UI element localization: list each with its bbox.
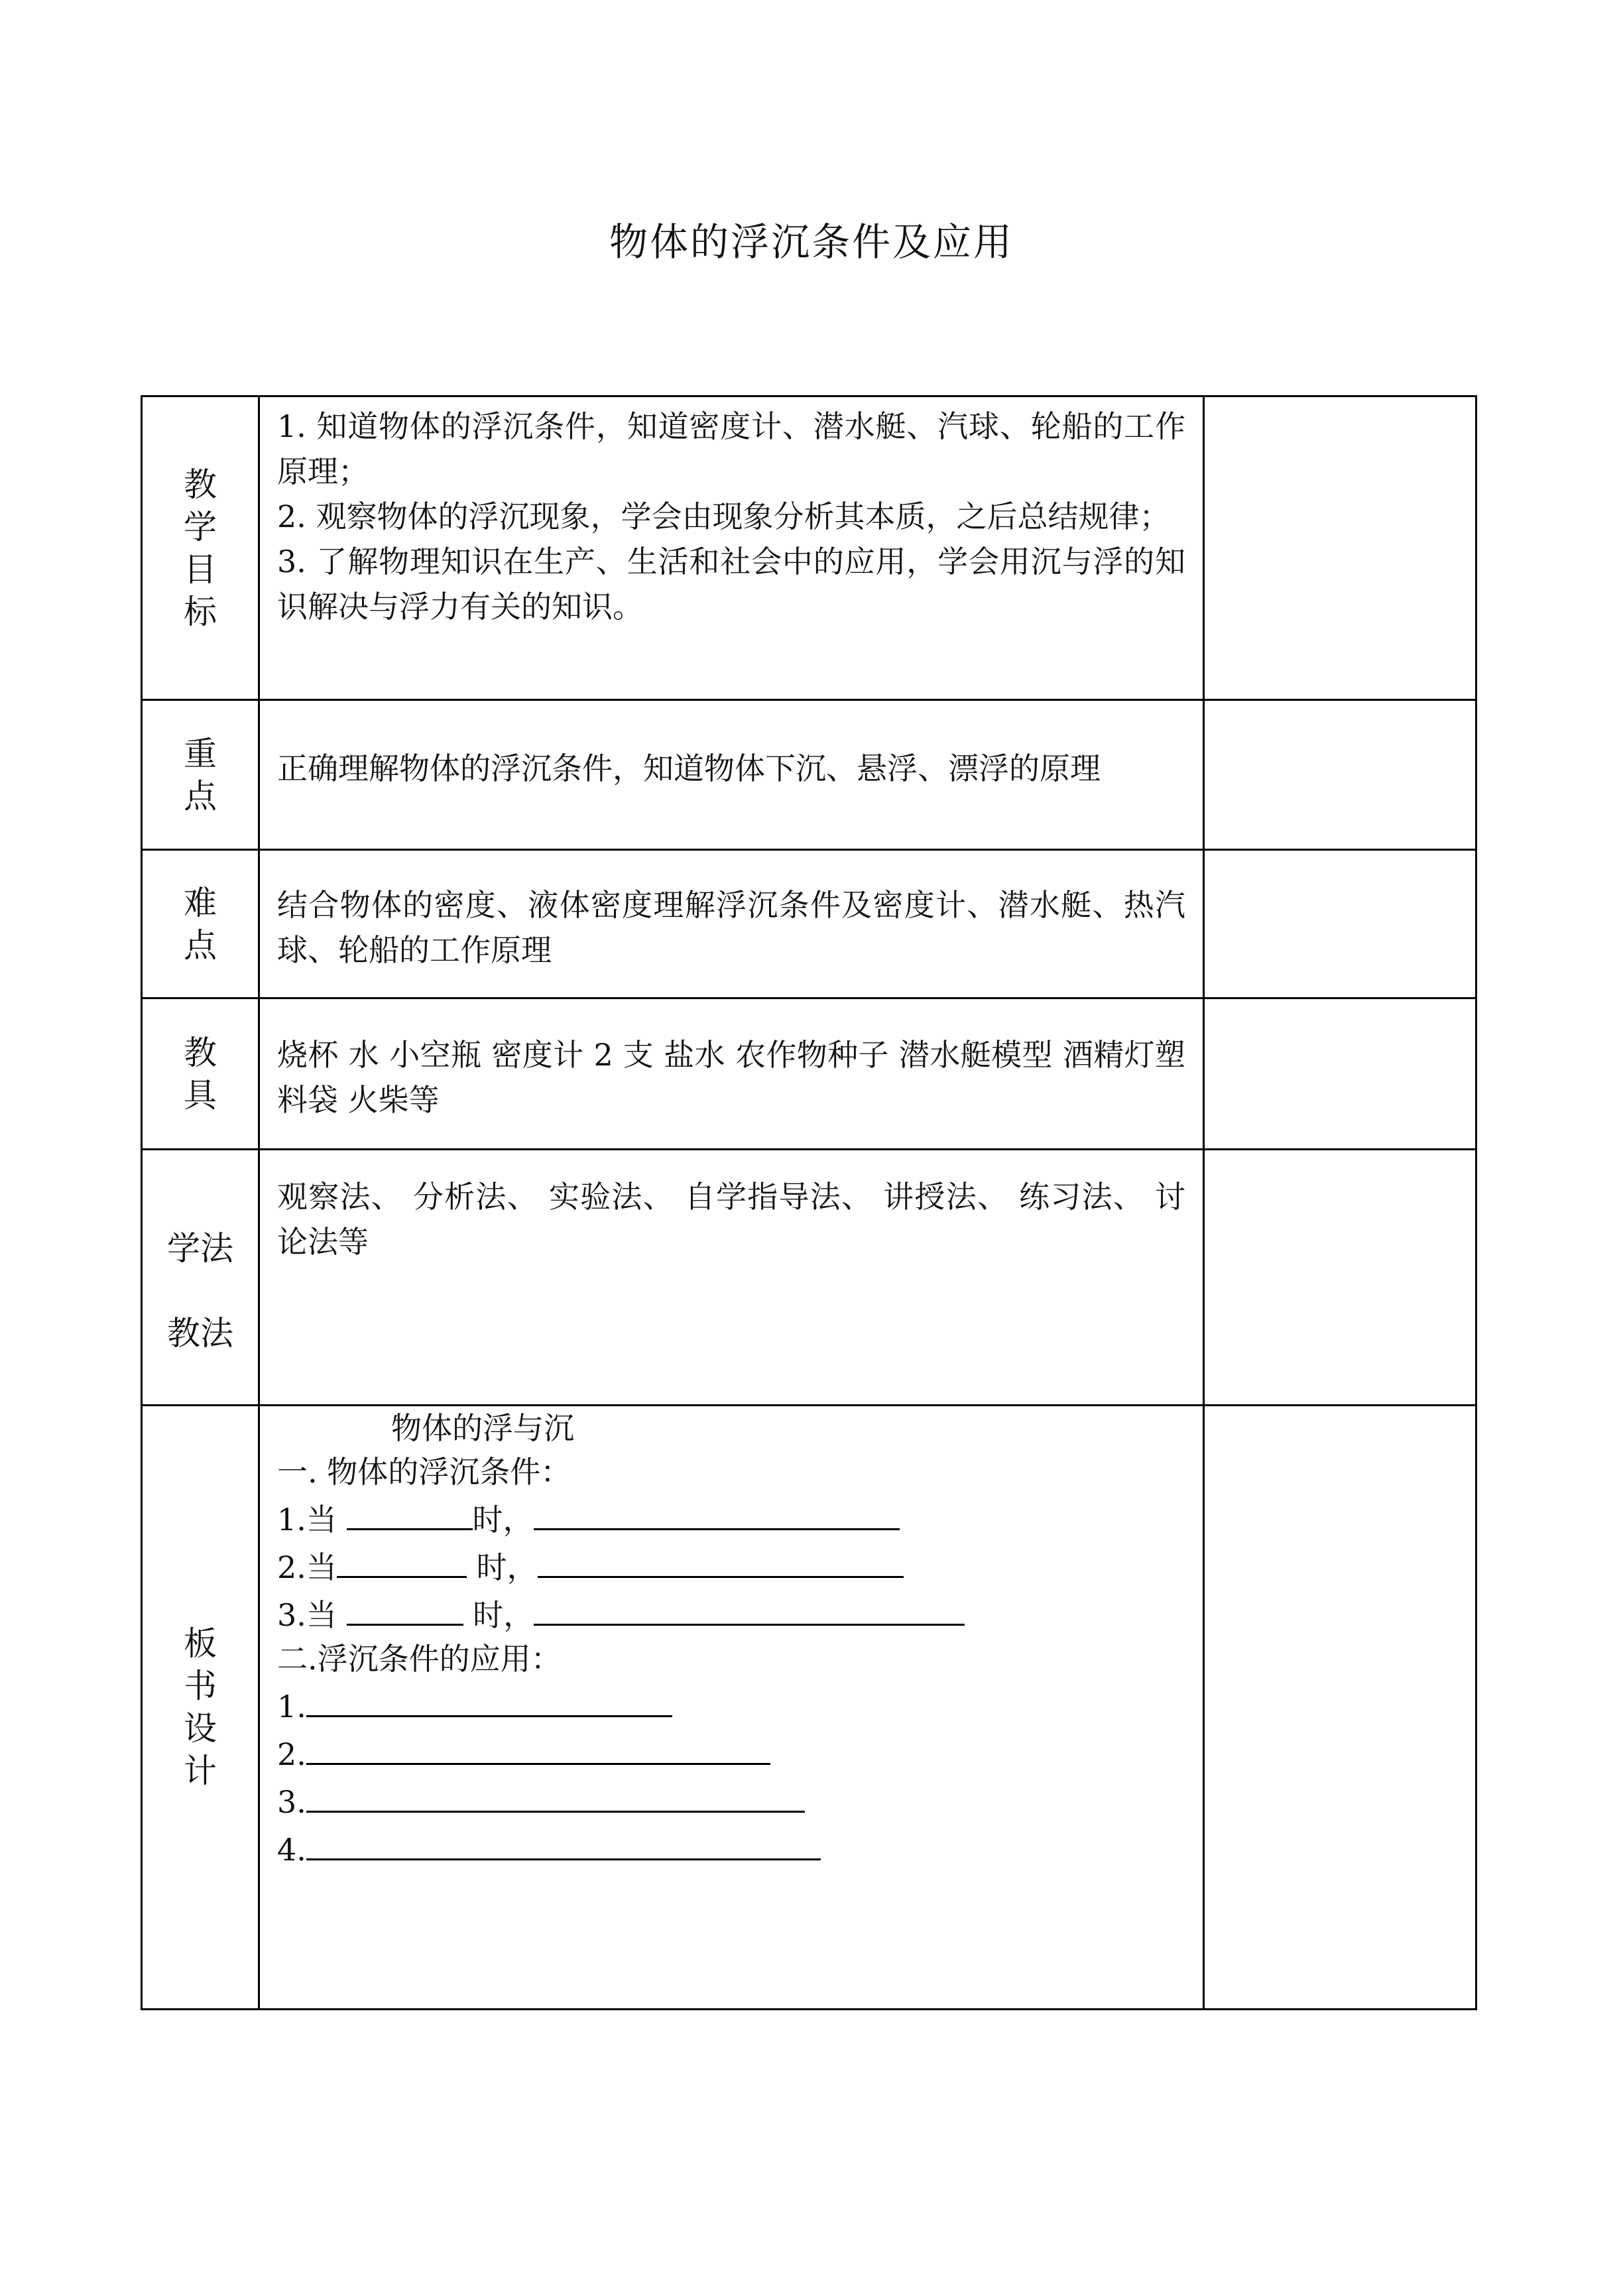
board-heading: 物体的浮与沉	[391, 1410, 574, 1446]
key-point-text: 正确理解物体的浮沉条件，知道物体下沉、悬浮、漂浮的原理	[277, 750, 1101, 786]
condition-prefix: 1.当	[277, 1502, 337, 1538]
vertical-label-text: 教学目标	[184, 465, 217, 631]
key-point-label	[142, 700, 259, 850]
blank-line	[538, 1541, 904, 1578]
table-row	[142, 700, 1476, 850]
application-line	[277, 1728, 1185, 1776]
vertical-label-text: 教具	[184, 1033, 217, 1115]
condition-line	[277, 1589, 1185, 1637]
blank-line	[306, 1681, 672, 1717]
objectives-content	[259, 396, 1204, 700]
objective-item: 3. 了解物理知识在生产、生活和社会中的应用，学会用沉与浮的知识解决与浮力有关的知识。	[277, 544, 1185, 625]
blank-line	[347, 1589, 463, 1626]
blank-line	[337, 1541, 467, 1578]
difficulty-label	[142, 850, 259, 998]
difficulty-text: 结合物体的密度、液体密度理解浮沉条件及密度计、潜水艇、热汽球、轮船的工作原理	[277, 886, 1185, 968]
tools-text: 烧杯 水 小空瓶 密度计 2 支 盐水 农作物种子 潜水艇模型 酒精灯塑料袋 火柴等	[277, 1036, 1185, 1118]
notes-cell	[1204, 1406, 1476, 2010]
application-line	[277, 1681, 1185, 1728]
notes-cell	[1204, 1150, 1476, 1406]
objective-item: 1. 知道物体的浮沉条件，知道密度计、潜水艇、汽球、轮船的工作原理；	[277, 408, 1185, 489]
methods-label-line2: 教法	[167, 1313, 233, 1353]
application-prefix: 2.	[277, 1736, 306, 1772]
vertical-label-text: 难点	[184, 883, 217, 965]
condition-mid: 时，	[463, 1597, 534, 1633]
notes-cell	[1204, 998, 1476, 1150]
condition-line	[277, 1541, 1185, 1589]
lesson-plan-table	[141, 395, 1477, 2010]
methods-content	[259, 1150, 1204, 1406]
notes-cell	[1204, 850, 1476, 998]
application-line	[277, 1824, 1185, 1872]
board-label	[142, 1406, 259, 2010]
objective-item: 2. 观察物体的浮沉现象，学会由现象分析其本质，之后总结规律；	[277, 499, 1170, 534]
table-row	[142, 998, 1476, 1150]
page-title: 物体的浮沉条件及应用	[609, 219, 1014, 265]
blank-line	[534, 1494, 900, 1530]
table-row	[142, 850, 1476, 998]
tools-label	[142, 998, 259, 1150]
vertical-label-text: 板书设计	[184, 1624, 217, 1790]
table-row	[142, 396, 1476, 700]
condition-mid: 时，	[472, 1502, 534, 1538]
application-line	[277, 1776, 1185, 1824]
notes-cell	[1204, 396, 1476, 700]
board-section-2: 二.浮沉条件的应用：	[277, 1641, 562, 1677]
blank-line	[347, 1494, 473, 1530]
blank-line	[534, 1589, 965, 1626]
board-design-content	[259, 1406, 1204, 2010]
blank-line	[306, 1776, 805, 1813]
difficulty-content	[259, 850, 1204, 998]
blank-line	[306, 1728, 770, 1765]
table-row	[142, 1150, 1476, 1406]
methods-text: 观察法、 分析法、 实验法、 自学指导法、 讲授法、 练习法、 讨论法等	[277, 1179, 1185, 1260]
condition-prefix: 3.当	[277, 1597, 337, 1633]
application-prefix: 3.	[277, 1784, 306, 1820]
application-prefix: 1.	[277, 1689, 306, 1724]
condition-mid: 时，	[466, 1549, 538, 1585]
table-row	[142, 1406, 1476, 2010]
condition-line	[277, 1494, 1185, 1541]
key-point-content	[259, 700, 1204, 850]
tools-content	[259, 998, 1204, 1150]
notes-cell	[1204, 700, 1476, 850]
application-prefix: 4.	[277, 1832, 306, 1868]
methods-label-line1: 学法	[167, 1229, 233, 1268]
board-section-1: 一. 物体的浮沉条件：	[277, 1454, 571, 1490]
objectives-label	[142, 396, 259, 700]
blank-line	[306, 1824, 821, 1860]
condition-prefix: 2.当	[277, 1549, 337, 1585]
vertical-label-text: 重点	[184, 734, 217, 816]
methods-label	[142, 1150, 259, 1406]
